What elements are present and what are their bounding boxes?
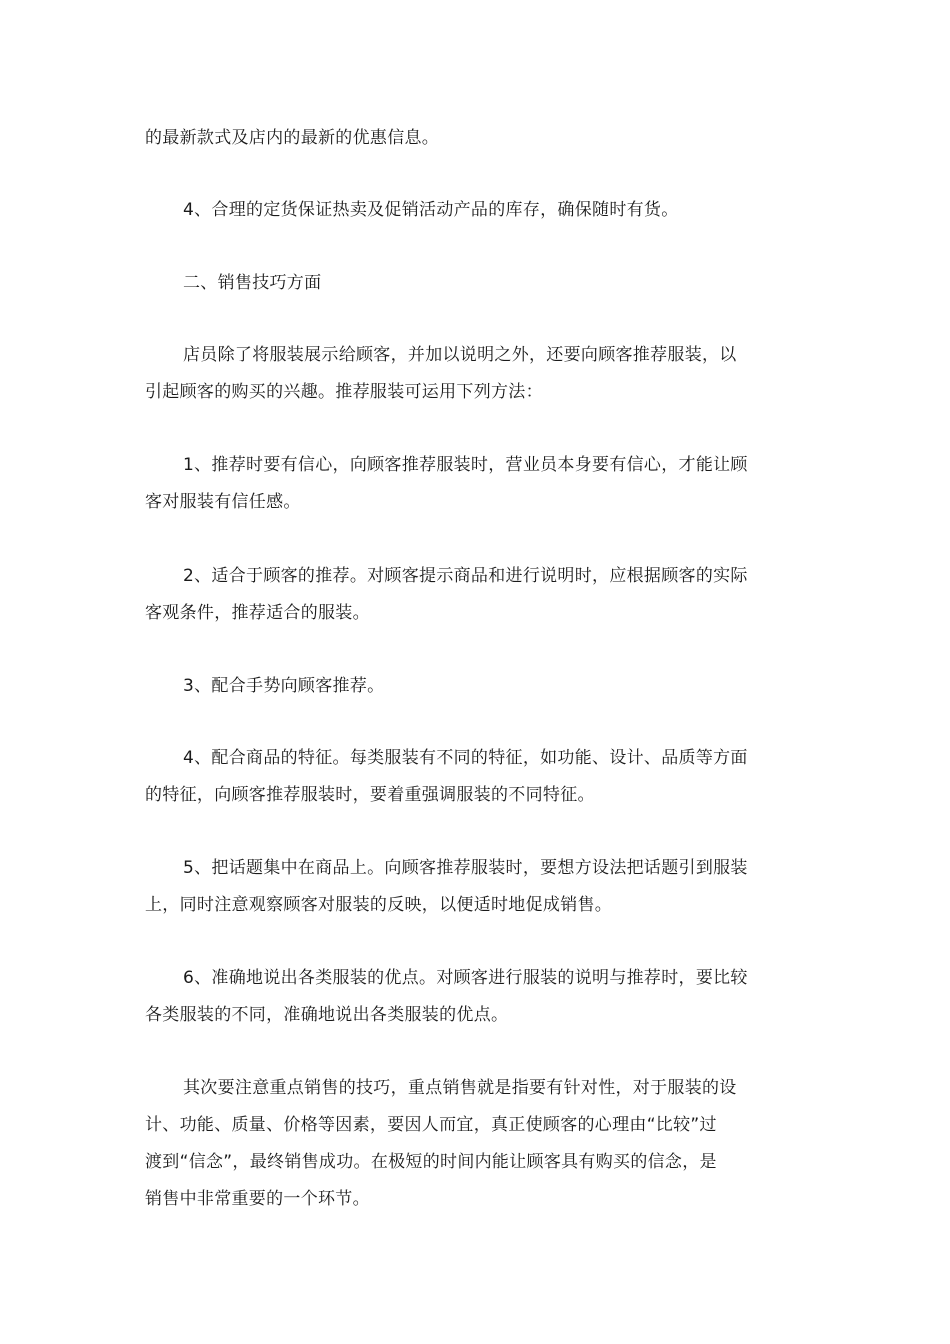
text-line: 客观条件，推荐适合的服装。 (145, 603, 370, 623)
text-line: 引起顾客的购买的兴趣。推荐服装可运用下列方法： (145, 382, 543, 402)
text-line: 计、功能、质量、价格等因素，要因人而宜，真正使顾客的心理由“比较”过 (145, 1115, 717, 1135)
paragraph-item-5-topic (145, 850, 810, 924)
text-line: 5、把话题集中在商品上。向顾客推荐服装时，要想方设法把话题引到服装 (183, 858, 748, 878)
paragraph-item-4-stock (145, 192, 810, 229)
paragraph-intro-recommend (145, 337, 810, 411)
paragraph-item-6-advantages (145, 960, 810, 1034)
text-line: 6、准确地说出各类服装的优点。对顾客进行服装的说明与推荐时，要比较 (183, 968, 748, 988)
text-line: 二、销售技巧方面 (183, 273, 322, 293)
paragraph-continuation (145, 120, 810, 157)
text-line: 的最新款式及店内的最新的优惠信息。 (145, 128, 440, 148)
text-line: 店员除了将服装展示给顾客，并加以说明之外，还要向顾客推荐服装，以 (183, 345, 737, 365)
text-line: 上，同时注意观察顾客对服装的反映，以便适时地促成销售。 (145, 895, 613, 915)
paragraph-item-3-gestures (145, 668, 810, 705)
text-line: 的特征，向顾客推荐服装时，要着重强调服装的不同特征。 (145, 785, 595, 805)
text-line: 其次要注意重点销售的技巧，重点销售就是指要有针对性，对于服装的设 (183, 1078, 737, 1098)
text-line: 销售中非常重要的一个环节。 (145, 1189, 370, 1209)
paragraph-key-sales (145, 1070, 810, 1218)
text-line: 客对服装有信任感。 (145, 492, 301, 512)
text-line: 4、配合商品的特征。每类服装有不同的特征，如功能、设计、品质等方面 (183, 748, 748, 768)
text-line: 4、合理的定货保证热卖及促销活动产品的库存，确保随时有货。 (183, 200, 679, 220)
paragraph-item-1-confidence (145, 447, 810, 521)
text-line: 1、推荐时要有信心，向顾客推荐服装时，营业员本身要有信心，才能让顾 (183, 455, 748, 475)
paragraph-item-2-suitable (145, 558, 810, 632)
text-line: 各类服装的不同，准确地说出各类服装的优点。 (145, 1005, 509, 1025)
text-line: 渡到“信念”，最终销售成功。在极短的时间内能让顾客具有购买的信念，是 (145, 1152, 717, 1172)
section-heading-sales-skills (145, 265, 810, 302)
text-line: 3、配合手势向顾客推荐。 (183, 676, 385, 696)
text-line: 2、适合于顾客的推荐。对顾客提示商品和进行说明时，应根据顾客的实际 (183, 566, 748, 586)
paragraph-item-4-features (145, 740, 810, 814)
